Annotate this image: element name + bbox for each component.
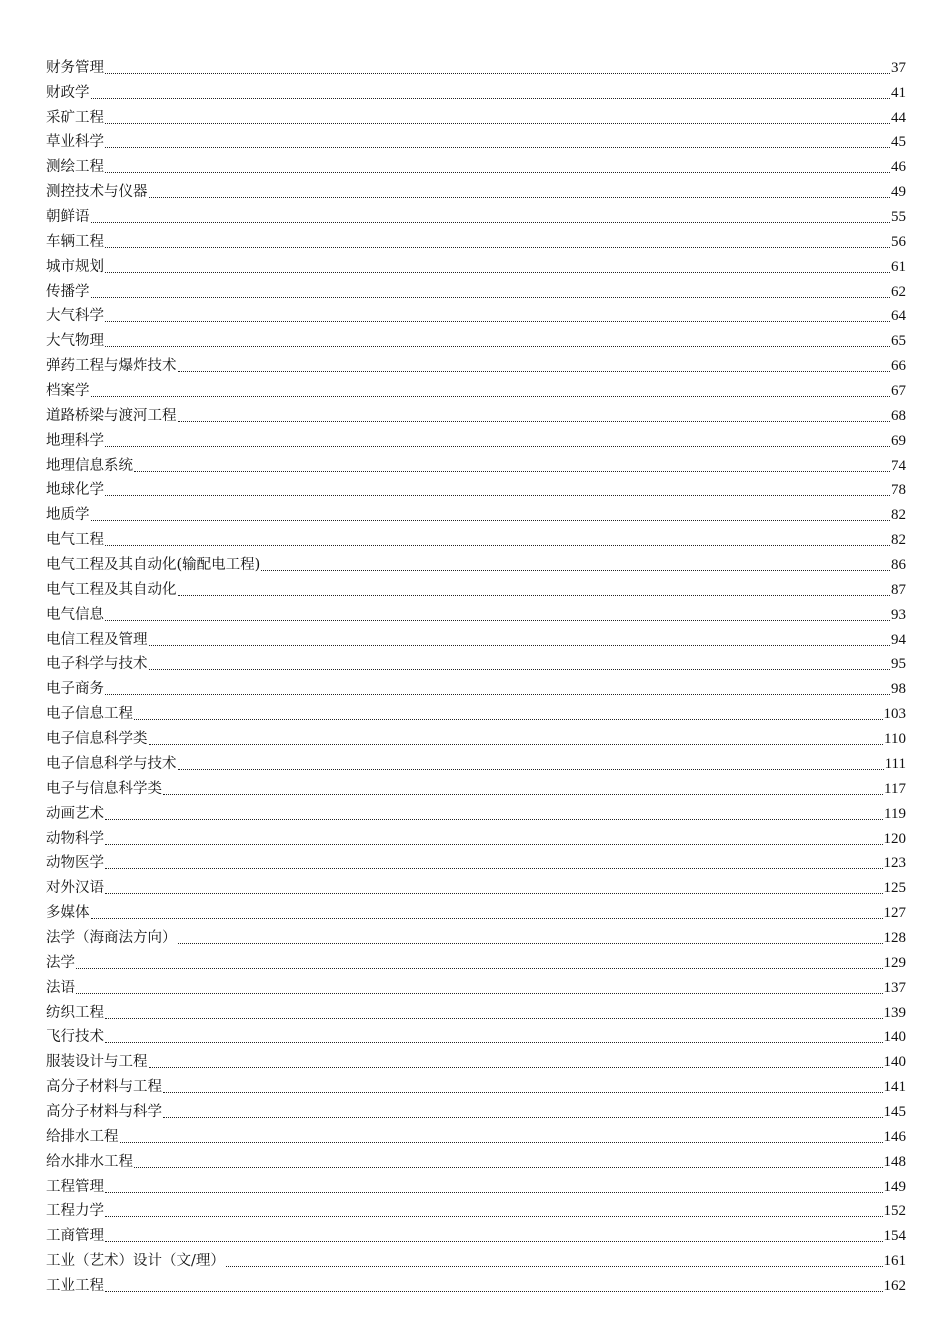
toc-entry-title: 工业工程 — [46, 1277, 104, 1294]
toc-entry-title: 动物医学 — [46, 855, 104, 872]
dot-leader — [105, 1191, 883, 1193]
dot-leader — [91, 395, 891, 397]
toc-entry[interactable] — [46, 102, 906, 127]
dot-leader — [105, 122, 890, 124]
toc-entry[interactable] — [46, 301, 906, 326]
toc-entry-page-number: 64 — [891, 308, 906, 325]
toc-entry-title: 高分子材料与科学 — [46, 1103, 162, 1120]
toc-entry-page-number: 46 — [891, 159, 906, 176]
dot-leader — [105, 619, 890, 621]
toc-entry-title: 电气工程及其自动化 — [46, 581, 177, 598]
toc-entry-page-number: 129 — [883, 954, 906, 971]
toc-entry-title: 朝鲜语 — [46, 209, 90, 226]
dot-leader — [105, 1240, 883, 1242]
dot-leader — [178, 594, 891, 596]
toc-entry-page-number: 82 — [891, 507, 906, 524]
toc-entry[interactable] — [46, 400, 906, 425]
dot-leader — [105, 693, 890, 695]
toc-entry[interactable] — [46, 1022, 906, 1047]
toc-entry[interactable] — [46, 549, 906, 574]
dot-leader — [105, 246, 890, 248]
toc-entry-title: 城市规划 — [46, 258, 104, 275]
toc-entry-page-number: 93 — [891, 606, 906, 623]
toc-entry-page-number: 161 — [883, 1253, 906, 1270]
dot-leader — [91, 296, 891, 298]
toc-entry-page-number: 141 — [883, 1079, 906, 1096]
toc-entry-title: 电信工程及管理 — [46, 631, 148, 648]
toc-entry[interactable] — [46, 773, 906, 798]
toc-entry[interactable] — [46, 823, 906, 848]
toc-entry-page-number: 120 — [883, 830, 906, 847]
toc-entry-page-number: 37 — [891, 59, 906, 76]
toc-entry-title: 电子信息科学与技术 — [46, 755, 177, 772]
toc-entry-title: 电气信息 — [46, 606, 104, 623]
toc-entry[interactable] — [46, 1071, 906, 1096]
dot-leader — [91, 917, 883, 919]
toc-entry-title: 给水排水工程 — [46, 1153, 133, 1170]
toc-entry[interactable] — [46, 276, 906, 301]
toc-entry-page-number: 41 — [891, 84, 906, 101]
toc-entry-title: 对外汉语 — [46, 880, 104, 897]
toc-entry[interactable] — [46, 350, 906, 375]
toc-entry-page-number: 86 — [891, 557, 906, 574]
toc-entry[interactable] — [46, 1196, 906, 1221]
dot-leader — [105, 345, 890, 347]
toc-entry-page-number: 69 — [891, 432, 906, 449]
toc-entry-title: 草业科学 — [46, 134, 104, 151]
dot-leader — [105, 494, 890, 496]
toc-entry[interactable] — [46, 972, 906, 997]
toc-entry[interactable] — [46, 499, 906, 524]
toc-entry-page-number: 146 — [883, 1128, 906, 1145]
toc-entry[interactable] — [46, 226, 906, 251]
dot-leader — [105, 320, 890, 322]
dot-leader — [105, 171, 890, 173]
toc-entry-page-number: 117 — [884, 780, 906, 797]
toc-entry[interactable] — [46, 151, 906, 176]
toc-entry-title: 多媒体 — [46, 905, 90, 922]
toc-entry-page-number: 95 — [891, 656, 906, 673]
dot-leader — [91, 97, 891, 99]
toc-entry-page-number: 56 — [891, 233, 906, 250]
toc-entry[interactable] — [46, 997, 906, 1022]
toc-entry[interactable] — [46, 922, 906, 947]
dot-leader — [134, 1166, 883, 1168]
toc-entry-title: 测控技术与仪器 — [46, 184, 148, 201]
toc-entry-title: 地理信息系统 — [46, 457, 133, 474]
dot-leader — [178, 370, 891, 372]
toc-entry-title: 地质学 — [46, 507, 90, 524]
toc-entry-title: 财政学 — [46, 84, 90, 101]
dot-leader — [226, 1265, 883, 1267]
dot-leader — [178, 768, 884, 770]
dot-leader — [163, 1091, 883, 1093]
toc-entry[interactable] — [46, 723, 906, 748]
dot-leader — [105, 892, 883, 894]
toc-entry-page-number: 140 — [883, 1029, 906, 1046]
toc-entry-page-number: 44 — [891, 109, 906, 126]
toc-entry-page-number: 66 — [891, 358, 906, 375]
dot-leader — [76, 992, 883, 994]
dot-leader — [163, 1116, 883, 1118]
toc-entry-title: 测绘工程 — [46, 159, 104, 176]
toc-entry-title: 大气科学 — [46, 308, 104, 325]
toc-entry[interactable] — [46, 748, 906, 773]
toc-entry-title: 工程管理 — [46, 1178, 104, 1195]
dot-leader — [105, 271, 890, 273]
toc-entry[interactable] — [46, 1121, 906, 1146]
toc-entry[interactable] — [46, 872, 906, 897]
toc-entry-title: 电子信息科学类 — [46, 731, 148, 748]
toc-entry[interactable] — [46, 77, 906, 102]
toc-entry-page-number: 65 — [891, 333, 906, 350]
toc-entry[interactable] — [46, 1171, 906, 1196]
dot-leader — [105, 1017, 883, 1019]
toc-entry-page-number: 140 — [883, 1054, 906, 1071]
toc-entry[interactable] — [46, 1146, 906, 1171]
toc-entry-page-number: 139 — [883, 1004, 906, 1021]
dot-leader — [105, 544, 890, 546]
dot-leader — [120, 1141, 883, 1143]
toc-entry-page-number: 94 — [891, 631, 906, 648]
toc-entry[interactable] — [46, 599, 906, 624]
toc-entry-title: 地理科学 — [46, 432, 104, 449]
toc-entry-page-number: 152 — [883, 1203, 906, 1220]
toc-entry[interactable] — [46, 848, 906, 873]
toc-entry-title: 电子科学与技术 — [46, 656, 148, 673]
toc-entry-page-number: 137 — [883, 979, 906, 996]
toc-entry-title: 电气工程及其自动化(输配电工程) — [46, 557, 261, 574]
toc-entry-title: 大气物理 — [46, 333, 104, 350]
toc-entry-page-number: 128 — [883, 929, 906, 946]
dot-leader — [149, 1066, 883, 1068]
dot-leader — [149, 668, 891, 670]
toc-entry-page-number: 98 — [891, 681, 906, 698]
dot-leader — [105, 818, 883, 820]
toc-entry[interactable] — [46, 450, 906, 475]
toc-entry[interactable] — [46, 673, 906, 698]
toc-entry-page-number: 78 — [891, 482, 906, 499]
dot-leader — [105, 1041, 883, 1043]
dot-leader — [261, 569, 890, 571]
dot-leader — [91, 221, 891, 223]
toc-entry-title: 飞行技术 — [46, 1029, 104, 1046]
dot-leader — [149, 644, 891, 646]
toc-entry[interactable] — [46, 52, 906, 77]
toc-entry[interactable] — [46, 947, 906, 972]
toc-entry-title: 电子信息工程 — [46, 706, 133, 723]
dot-leader — [178, 942, 883, 944]
toc-entry-page-number: 110 — [884, 731, 906, 748]
toc-entry-title: 工业（艺术）设计（文/理） — [46, 1253, 225, 1270]
dot-leader — [149, 743, 884, 745]
table-of-contents — [46, 52, 906, 1295]
toc-entry-title: 动物科学 — [46, 830, 104, 847]
toc-entry-page-number: 103 — [883, 706, 906, 723]
toc-entry-title: 道路桥梁与渡河工程 — [46, 407, 177, 424]
dot-leader — [91, 519, 891, 521]
toc-entry[interactable] — [46, 1096, 906, 1121]
toc-entry-title: 服装设计与工程 — [46, 1054, 148, 1071]
toc-entry-title: 高分子材料与工程 — [46, 1079, 162, 1096]
toc-entry[interactable] — [46, 1245, 906, 1270]
dot-leader — [163, 793, 883, 795]
toc-entry-title: 弹药工程与爆炸技术 — [46, 358, 177, 375]
toc-entry[interactable] — [46, 127, 906, 152]
toc-entry[interactable] — [46, 698, 906, 723]
toc-entry-page-number: 74 — [891, 457, 906, 474]
toc-entry-page-number: 154 — [883, 1228, 906, 1245]
toc-entry-page-number: 55 — [891, 209, 906, 226]
dot-leader — [76, 967, 883, 969]
toc-entry-title: 纺织工程 — [46, 1004, 104, 1021]
toc-entry[interactable] — [46, 251, 906, 276]
toc-entry[interactable] — [46, 375, 906, 400]
toc-entry-title: 动画艺术 — [46, 805, 104, 822]
toc-entry-page-number: 111 — [884, 755, 906, 772]
toc-entry[interactable] — [46, 897, 906, 922]
toc-entry-title: 传播学 — [46, 283, 90, 300]
toc-entry[interactable] — [46, 475, 906, 500]
dot-leader — [149, 196, 891, 198]
toc-entry-page-number: 119 — [884, 805, 906, 822]
dot-leader — [105, 1215, 883, 1217]
toc-entry-page-number: 62 — [891, 283, 906, 300]
toc-entry[interactable] — [46, 176, 906, 201]
toc-entry[interactable] — [46, 1046, 906, 1071]
toc-entry-title: 电子与信息科学类 — [46, 780, 162, 797]
toc-entry-page-number: 127 — [883, 905, 906, 922]
dot-leader — [134, 718, 883, 720]
toc-entry-page-number: 68 — [891, 407, 906, 424]
toc-entry-page-number: 123 — [883, 855, 906, 872]
toc-entry-page-number: 49 — [891, 184, 906, 201]
toc-entry-page-number: 125 — [883, 880, 906, 897]
toc-entry-page-number: 61 — [891, 258, 906, 275]
toc-entry[interactable] — [46, 624, 906, 649]
toc-entry-page-number: 45 — [891, 134, 906, 151]
dot-leader — [178, 420, 891, 422]
toc-entry-title: 档案学 — [46, 383, 90, 400]
dot-leader — [105, 1290, 883, 1292]
dot-leader — [105, 843, 883, 845]
toc-entry-page-number: 82 — [891, 532, 906, 549]
toc-entry-title: 工商管理 — [46, 1228, 104, 1245]
toc-entry[interactable] — [46, 325, 906, 350]
toc-entry[interactable] — [46, 649, 906, 674]
toc-entry-title: 法学 — [46, 954, 75, 971]
toc-entry-title: 采矿工程 — [46, 109, 104, 126]
toc-entry-title: 电子商务 — [46, 681, 104, 698]
toc-entry[interactable] — [46, 1220, 906, 1245]
dot-leader — [105, 146, 890, 148]
toc-entry-page-number: 148 — [883, 1153, 906, 1170]
toc-entry-title: 车辆工程 — [46, 233, 104, 250]
toc-entry-page-number: 145 — [883, 1103, 906, 1120]
toc-entry-title: 地球化学 — [46, 482, 104, 499]
toc-entry[interactable] — [46, 524, 906, 549]
toc-entry-page-number: 149 — [883, 1178, 906, 1195]
dot-leader — [105, 445, 890, 447]
toc-entry-page-number: 67 — [891, 383, 906, 400]
dot-leader — [105, 867, 883, 869]
toc-entry[interactable] — [46, 201, 906, 226]
toc-entry-title: 法语 — [46, 979, 75, 996]
toc-entry-title: 财务管理 — [46, 59, 104, 76]
toc-entry[interactable] — [46, 1270, 906, 1295]
toc-entry-title: 工程力学 — [46, 1203, 104, 1220]
toc-entry-page-number: 162 — [883, 1277, 906, 1294]
toc-entry[interactable] — [46, 425, 906, 450]
toc-entry[interactable] — [46, 798, 906, 823]
toc-entry[interactable] — [46, 574, 906, 599]
toc-entry-title: 给排水工程 — [46, 1128, 119, 1145]
toc-entry-title: 电气工程 — [46, 532, 104, 549]
dot-leader — [105, 72, 890, 74]
dot-leader — [134, 470, 890, 472]
toc-entry-title: 法学（海商法方向） — [46, 929, 177, 946]
toc-entry-page-number: 87 — [891, 581, 906, 598]
